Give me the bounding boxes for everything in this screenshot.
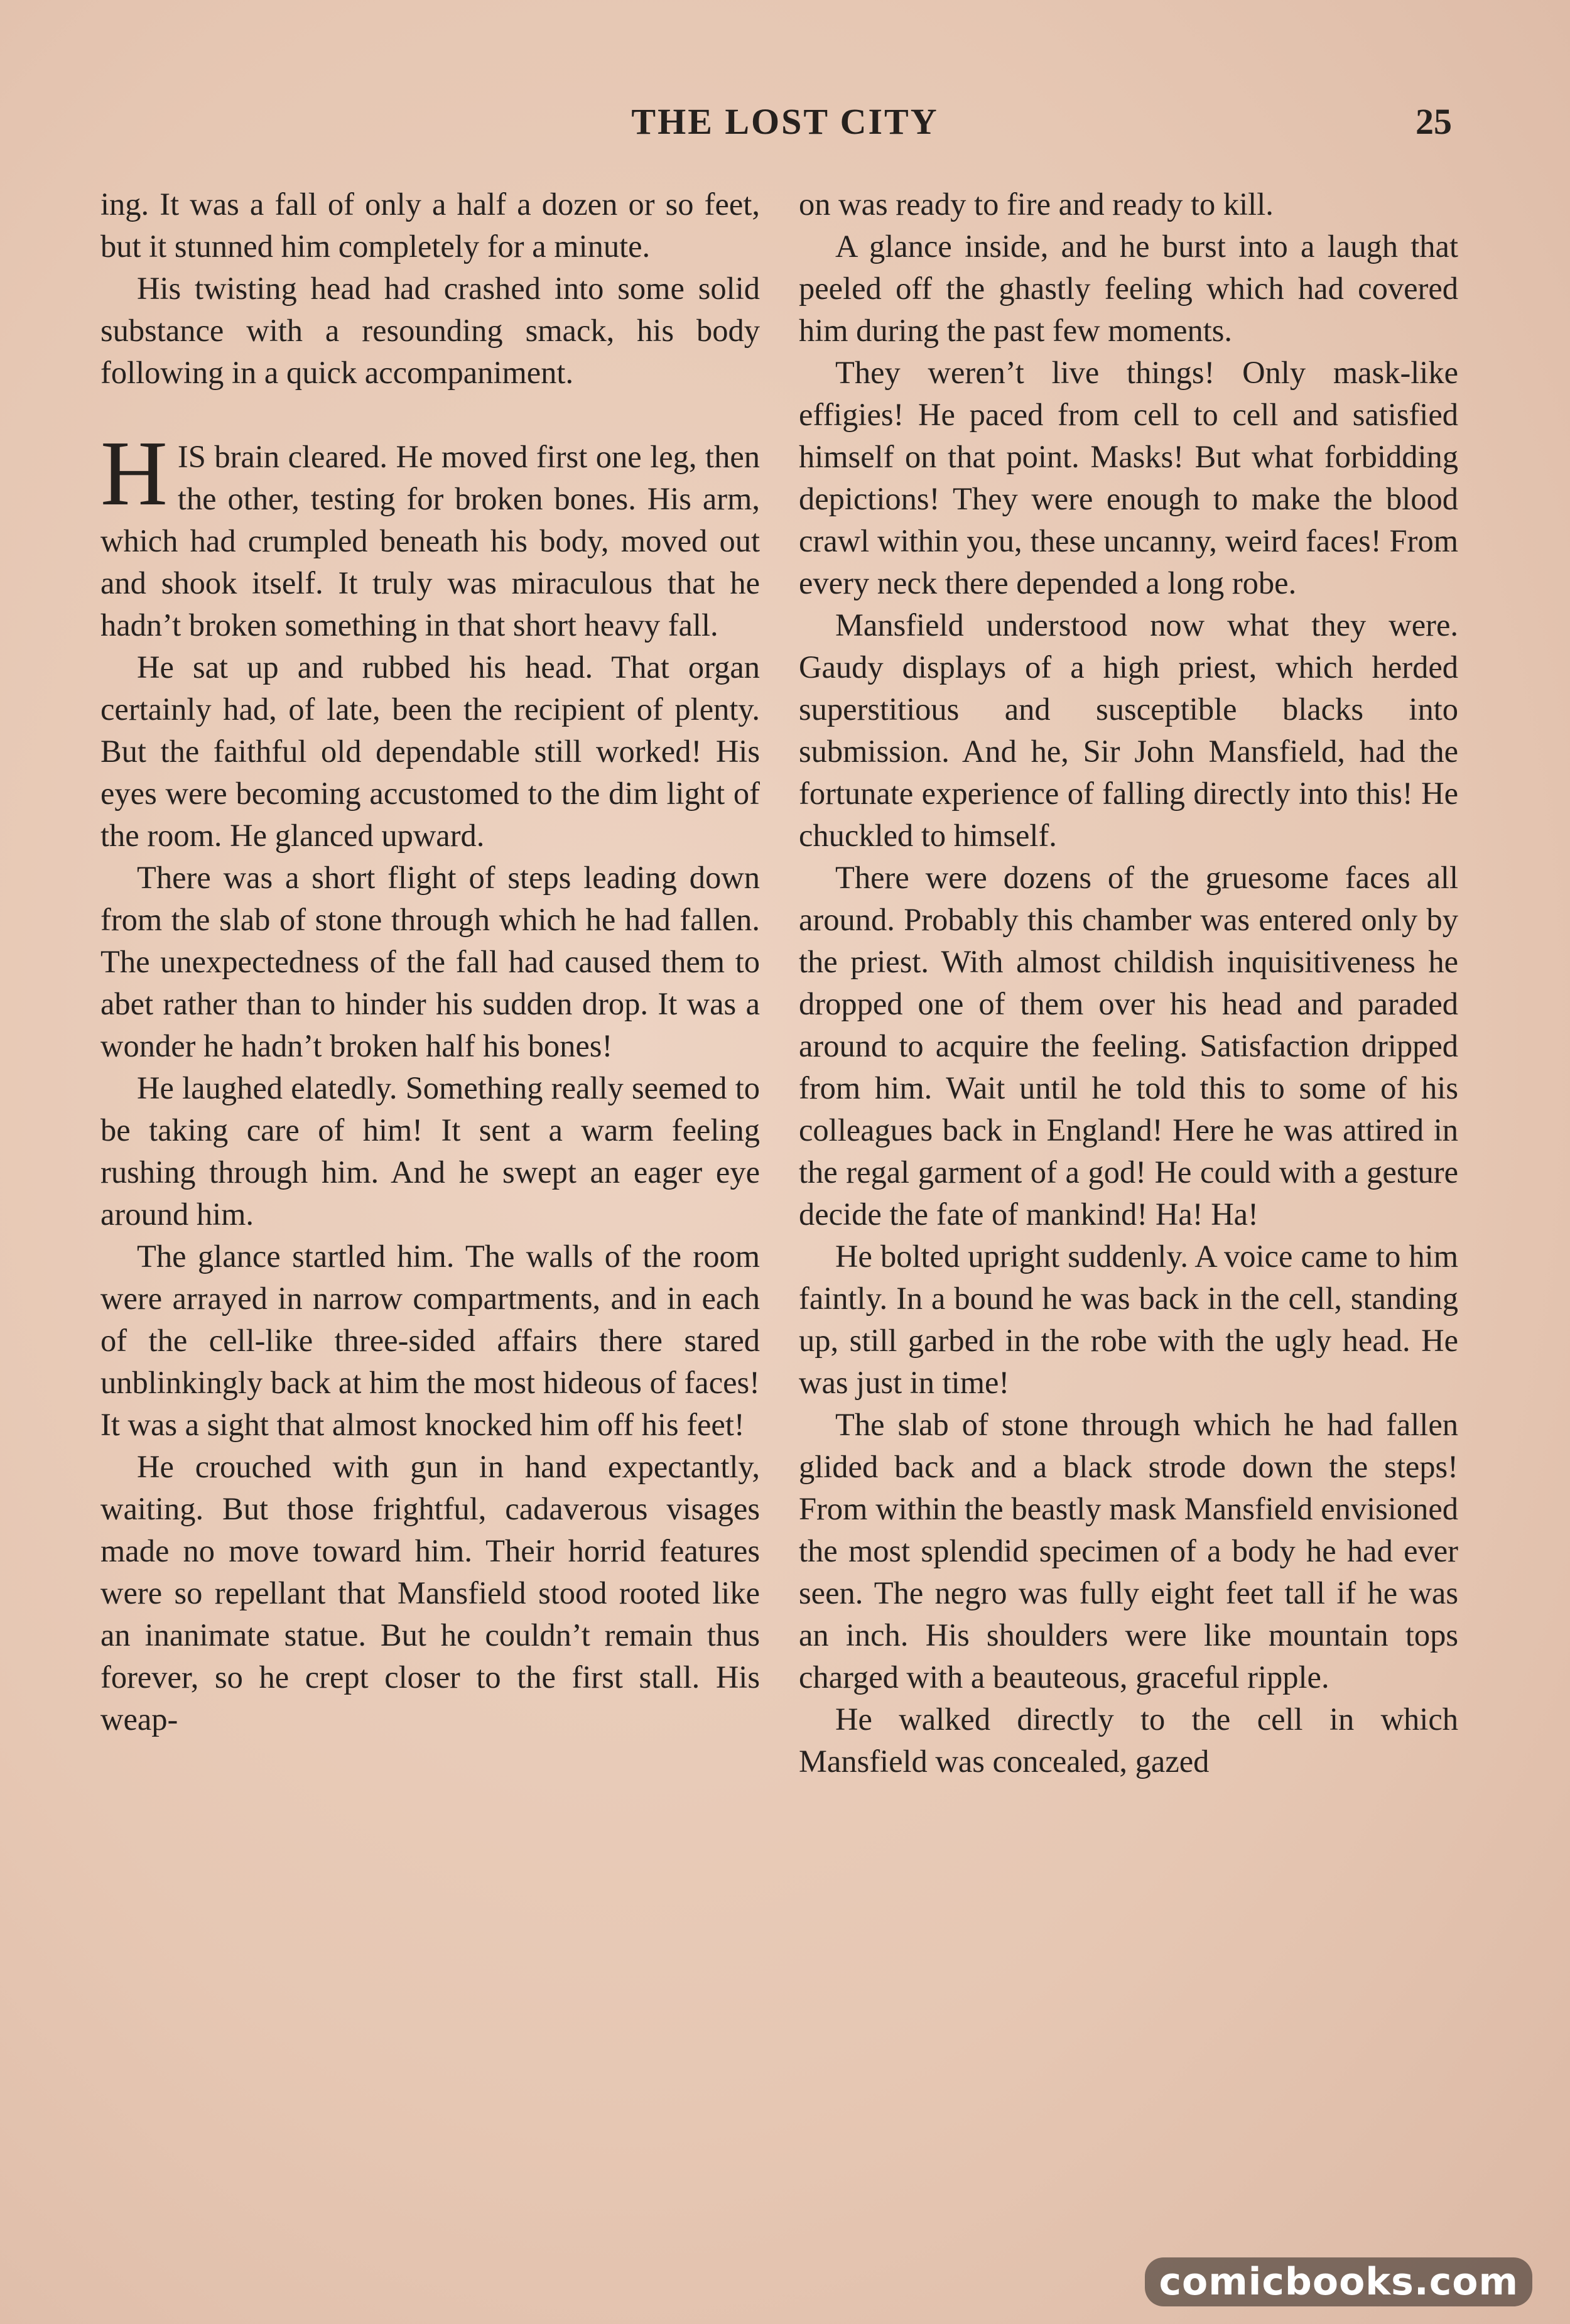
- right-text-column: [799, 183, 1458, 1783]
- paragraph: There were dozens of the gruesome faces all around. Probably this chamber was entered only by the priest. With almost childish inquisitiveness he dropped one of them over his head and paraded around to acquire the feeling. Satisfaction dripped from him. Wait until he told this to some of his colleagues back in England! Here he was attired in the regal garment of a god! He could with a gesture decide the fate of mankind! Ha! Ha!: [799, 860, 1458, 1232]
- paragraph: He crouched with gun in hand expectantly, waiting. But those frightful, cadaverous visages made no move toward him. Their horrid features were so repellant that Mansfield stood rooted like an inanimate statue. But he couldn’t remain thus forever, so he crept closer to the first stall. His weap-: [100, 1449, 760, 1737]
- paragraph: He sat up and rubbed his head. That organ certainly had, of late, been the recipient of plenty. But the faithful old dependable still worked! His eyes were becoming accustomed to the dim light of the room. He glanced upward.: [100, 649, 760, 853]
- paragraph: His twisting head had crashed into some solid substance with a resounding smack, his body following in a quick accompaniment.: [100, 271, 760, 390]
- paragraph: The slab of stone through which he had fallen glided back and a black strode down the steps! From within the beastly mask Mansfield envisioned the most splendid specimen of a body he had ever seen. The negro was fully eight feet tall if he was an inch. His shoulders were like mountain tops charged with a beauteous, graceful ripple.: [799, 1407, 1458, 1695]
- paragraph-text: IS brain cleared. He moved first one leg, then the other, testing for broken bones. His arm, which had crumpled beneath his body, moved out and shook itself. It truly was miraculous that he hadn’t broken something in that short heavy fall.: [100, 439, 760, 643]
- drop-cap: H: [100, 422, 168, 525]
- left-text-column: [100, 183, 760, 1740]
- paragraph: He laughed elatedly. Something really seemed to be taking care of him! It sent a warm feeling rushing through him. And he swept an eager eye around him.: [100, 1070, 760, 1232]
- paragraph: on was ready to fire and ready to kill.: [799, 187, 1274, 222]
- page-number: 25: [1416, 101, 1452, 142]
- paragraph: He bolted upright suddenly. A voice came to him faintly. In a bound he was back in the cell, standing up, still garbed in the robe with the ugly head. He was just in time!: [799, 1239, 1458, 1400]
- page-header: [100, 100, 1470, 151]
- running-title: THE LOST CITY: [631, 101, 939, 142]
- paragraph: Mansfield understood now what they were. Gaudy displays of a high priest, which herded superstitious and susceptible blacks into submission. And he, Sir John Mansfield, had the fortunate experience of falling directly into this! He chuckled to himself.: [799, 607, 1458, 853]
- paragraph: The glance startled him. The walls of the room were arrayed in narrow compartments, and in each of the cell-like three-sided affairs there stared unblinkingly back at him the most hideous of faces! It was a sight that almost knocked him off his feet!: [100, 1239, 760, 1442]
- paragraph: There was a short flight of steps leading down from the slab of stone through which he had fallen. The unexpectedness of the fall had caused them to abet rather than to hinder his sudden drop. It was a wonder he hadn’t broken half his bones!: [100, 860, 760, 1063]
- paragraph: He walked directly to the cell in which Mansfield was concealed, gazed: [799, 1702, 1458, 1779]
- paragraph: ing. It was a fall of only a half a dozen or so feet, but it stunned him completely for a minute.: [100, 187, 760, 264]
- paragraph: A glance inside, and he burst into a laugh that peeled off the ghastly feeling which had covered him during the past few moments.: [799, 229, 1458, 348]
- paragraph: They weren’t live things! Only mask-like effigies! He paced from cell to cell and satisfied himself on that point. Masks! But what forbidding depictions! They were enough to make the blood crawl within you, these uncanny, weird faces! From every neck there depended a long robe.: [799, 355, 1458, 600]
- site-watermark: comicbooks.com: [1145, 2257, 1532, 2306]
- section-opening-paragraph: [100, 422, 760, 646]
